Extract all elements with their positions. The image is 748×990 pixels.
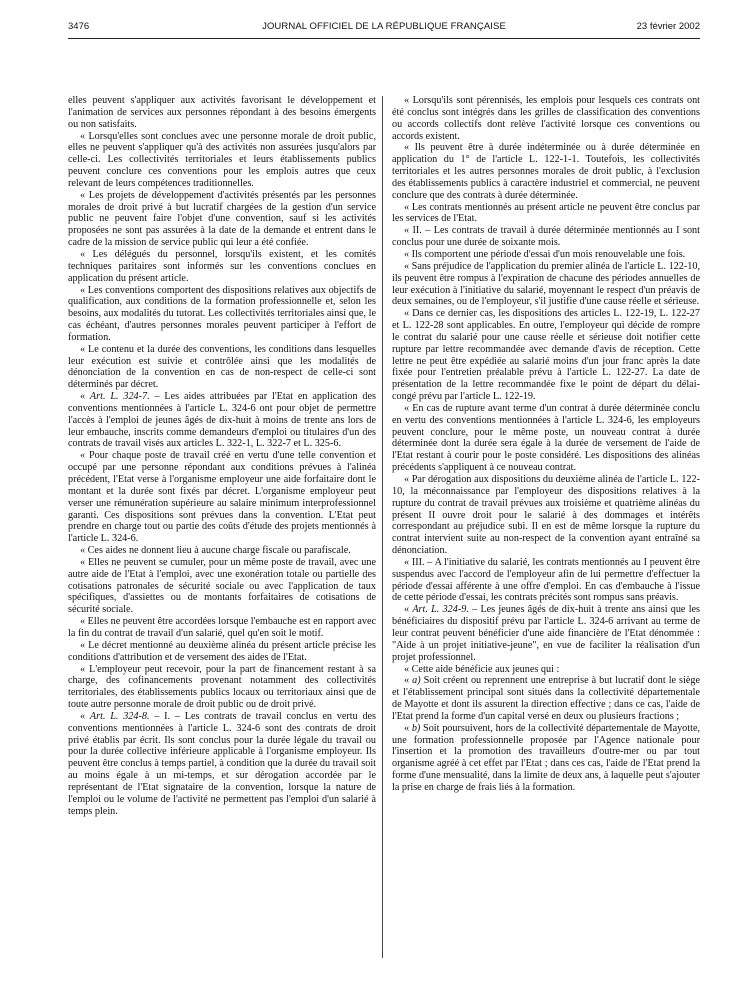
paragraph-text: « En cas de rupture avant terme d'un contrat à durée déterminée conclu en vertu des conventions mentionnées à l'article L. 324-6, les employeurs peuvent conclure, pour le même poste, un nouveau contrat à durée déterminée dont la durée sera égale à la durée de versement de l'aide de l'Etat restant à courir pour le poste considéré. Les dispositions des alinéas précédents s'appliquent à ce nouveau contrat. (392, 402, 700, 474)
paragraph: « Art. L. 324-9. – Les jeunes âgés de dix-huit à trente ans ainsi que les bénéficiaires du dispositif prévu par l'article L. 324-6 arrivant au terme de leur contrat peuvent bénéficier d'une aide financière de l'Etat dénommée : "Aide à un projet initiative-jeune", en vue de faciliter la réalisation d'un projet professionnel. (392, 604, 701, 663)
paragraph-text: Soit créent ou reprennent une entreprise à but lucratif dont le siège et l'établissement principal sont situés dans la collectivité départementale de Mayotte et dont ils assurent la direction effective ; dans ce cas, l'aide de l'Etat prend la forme d'un capital versé en deux ou plusieurs fractions ; (392, 675, 700, 722)
paragraph (392, 249, 700, 261)
paragraph-text: « Pour chaque poste de travail créé en vertu d'une telle convention et occupé par une personne répondant aux conditions prévues à l'alinéa précédent, l'Etat verse à l'organisme employeur une aide forfaitaire dont le montant et la durée sont fixés par décret. L'organisme employeur peut verser une rémunération supérieure au salaire minimum interprofessionnel garanti. Ces dispositions sont prévues dans la convention. L'Etat peut prendre en charge tout ou partie des coûts d'étude des projets mentionnés à l'article L. 324-6. (68, 450, 376, 545)
paragraph: « Art. L. 324-7. – Les aides attribuées par l'Etat en application des conventions mentionnées à l'article L. 324-6 ont pour objet de permettre l'accès à l'emploi de jeunes âgés de dix-huit à moins de trente ans lors de leur embauche, inscrits comme demandeurs d'emploi ou titulaires d'un des contrats de travail visés aux articles L. 322-1, L. 322-7 et L. 325-6. (68, 391, 376, 450)
paragraph-text: « III. – A l'initiative du salarié, les contrats mentionnés au I peuvent être suspendus avec l'accord de l'employeur afin de lui permettre d'effectuer la période d'essai afférente à une offre d'emploi. En cas d'embauche à l'issue de cette période d'essai, les contrats précités sont rompus sans préavis. (392, 556, 700, 604)
paragraph-text: « Lorsqu'elles sont conclues avec une personne morale de droit public, elles ne peuvent s'appliquer qu'à des activités non assurées jusqu'alors par celle-ci. Les collectivités territoriales et leurs établissements publics peuvent conclure ces conventions pour les emplois autres que ceux relevant de leurs compétences traditionnelles. (68, 130, 376, 189)
paragraph-text: « Le contenu et la durée des conventions, les conditions dans lesquelles leur exécution est suivie et contrôlée ainsi que les modalités de dénonciation de la convention en cas de non-respect de celle-ci sont déterminés par décret. (68, 343, 376, 391)
paragraph (392, 474, 700, 557)
paragraph-text: Soit poursuivent, hors de la collectivité départementale de Mayotte, une formation professionnelle proposée par l'Agence nationale pour l'insertion et la promotion des travailleurs d'outre-mer ou par tout organisme agréé à cet effet par l'Etat ; dans ces cas, l'aide de l'Etat prend la forme d'une mensualité, dans la limite de deux ans, à laquelle peut s'ajouter la prise en charge de frais liés à la formation. (392, 722, 701, 793)
paragraph-text: « L'employeur peut recevoir, pour la part de financement restant à sa charge, des cofinancements provenant notamment des collectivités territoriales, des établissements publics locaux ou territoriaux ainsi que de toute autre personne morale de droit public ou de droit privé. (68, 663, 376, 711)
paragraph (392, 308, 700, 403)
paragraph (392, 664, 700, 676)
article-reference: Art. L. 324-9. (412, 604, 469, 616)
paragraph (68, 664, 376, 711)
paragraph-text: – Les jeunes âgés de dix-huit à trente ans ainsi que les bénéficiaires du dispositif prévu par l'article L. 324-6 arrivant au terme de leur contrat peuvent bénéficier d'une aide financière de l'Etat dénommée : "Aide à un projet initiative-jeune", en vue de faciliter la réalisation d'un projet professionnel. (392, 604, 701, 663)
list-item-marker: b) (411, 722, 421, 734)
paragraph (392, 202, 700, 226)
paragraph (68, 249, 376, 285)
paragraph (68, 131, 376, 190)
right-column (392, 95, 700, 794)
paragraph (68, 190, 376, 249)
paragraph: « b) Soit poursuivent, hors de la collectivité départementale de Mayotte, une formation professionnelle proposée par l'Agence nationale pour l'insertion et la promotion des travailleurs d'outre-mer ou par tout organisme agréé à cet effet par l'Etat ; dans ces cas, l'aide de l'Etat prend la forme d'une mensualité, dans la limite de deux ans, à laquelle peut s'ajouter la prise en charge de frais liés à la formation. (392, 722, 701, 793)
paragraph-text: « Ils comportent une période d'essai d'un mois renouvelable une fois. (404, 248, 686, 260)
paragraph (68, 450, 376, 545)
left-column (68, 95, 376, 817)
paragraph (392, 225, 700, 249)
paragraph-text: – Les aides attribuées par l'Etat en application des conventions mentionnées à l'article L. 324-6 ont pour objet de permettre l'accès à l'emploi de jeunes âgés de dix-huit à moins de trente ans lors de leur embauche, inscrits comme demandeurs d'emploi ou titulaires d'un des contrats de travail visés aux articles L. 322-1, L. 322-7 et L. 325-6. (68, 391, 376, 450)
paragraph-text: – I. – Les contrats de travail conclus en vertu des conventions mentionnées à l'article L. 324-6 sont des contrats de droit privé établis par écrit. Ils sont conclus pour la durée légale du travail ou pour la durée collective inférieure applicable à l'organisme employeur. Ils peuvent être conclus à temps partiel, à condition que la durée du travail soit au moins égale à un mi-temps, et sur dérogation accordée par le représentant de l'Etat signataire de la convention, lorsque la nature de l'emploi ou le volume de l'activité ne permettent pas l'emploi d'un salarié à temps plein. (68, 710, 377, 817)
paragraph-text: « Les projets de développement d'activités présentés par les personnes morales de droit privé à but lucratif chargées de la gestion d'un service public ne peuvent faire l'objet d'une convention, sauf si les activités proposées ne sont pas assurées à la date de la demande et entrent dans le cadre de la mission de service public qui leur a été confiée. (68, 189, 376, 249)
paragraph-text: elles peuvent s'appliquer aux activités favorisant le développement et l'animation de services aux personnes répondant à des besoins émergents ou non satisfaits. (68, 95, 376, 130)
paragraph (392, 557, 700, 604)
publication-date: 23 février 2002 (636, 21, 700, 32)
paragraph-text: « Lorsqu'ils sont pérennisés, les emplois pour lesquels ces contrats ont été conclus sont intégrés dans les grilles de classification des conventions ou accords collectifs dont relève l'activité lorsque ces conventions ou accords existent. (392, 95, 700, 142)
column-divider (382, 96, 383, 958)
page-header (68, 20, 700, 34)
paragraph-text: « II. – Les contrats de travail à durée déterminée mentionnés au I sont conclus pour une durée de soixante mois. (392, 225, 700, 249)
paragraph-text: « Les contrats mentionnés au présent article ne peuvent être conclus par les services de l'Etat. (392, 201, 700, 225)
paragraph (68, 557, 376, 616)
paragraph (392, 261, 700, 308)
journal-title: JOURNAL OFFICIEL DE LA RÉPUBLIQUE FRANÇAISE (262, 21, 506, 32)
paragraph (392, 142, 700, 201)
paragraph (68, 95, 376, 131)
paragraph (68, 285, 376, 344)
paragraph-text: « Dans ce dernier cas, les dispositions des articles L. 122-19, L. 122-27 et L. 122-28 sont applicables. En outre, l'employeur qui décide de rompre le contrat du salarié pour une cause réelle et sérieuse doit notifier cette rupture par lettre recommandée avec demande d'avis de réception. Cette lettre ne peut être expédiée au salarié moins d'un jour franc après la date fixée pour l'entretien préalable prévu à l'article L. 122-27. La date de présentation de la lettre recommandée fixe le point de départ du délai-congé prévu par l'article L. 122-19. (392, 308, 700, 403)
paragraph: « a) Soit créent ou reprennent une entreprise à but lucratif dont le siège et l'établissement principal sont situés dans la collectivité départementale de Mayotte et dont ils assurent la direction effective ; dans ce cas, l'aide de l'Etat prend la forme d'un capital versé en deux ou plusieurs fractions ; (392, 675, 700, 722)
paragraph-text: « Cette aide bénéficie aux jeunes qui : (404, 663, 560, 675)
article-reference: Art. L. 324-8. (89, 710, 150, 722)
paragraph-text: « Par dérogation aux dispositions du deuxième alinéa de l'article L. 122-10, la méconnaissance par l'employeur des dispositions relatives à la rupture du contrat de travail prévues aux troisième et quatrième alinéas du présent II ouvre droit pour le salarié à des dommages et intérêts correspondant au préjudice subi. Il en est de même lorsque la rupture du contrat intervient suite au non-respect de la convention ayant entraîné sa dénonciation. (392, 474, 700, 557)
paragraph-text: « Ces aides ne donnent lieu à aucune charge fiscale ou parafiscale. (80, 545, 351, 557)
paragraph (68, 344, 376, 391)
paragraph: « Art. L. 324-8. – I. – Les contrats de travail conclus en vertu des conventions mentionnées à l'article L. 324-6 sont des contrats de droit privé établis par écrit. Ils sont conclus pour la durée légale du travail ou pour la durée collective inférieure applicable à l'organisme employeur. Ils peuvent être conclus à temps partiel, à condition que la durée du travail soit au moins égale à un mi-temps, et sur dérogation accordée par le représentant de l'Etat signataire de la convention, lorsque la nature de l'emploi ou le volume de l'activité ne permettent pas l'emploi d'un salarié à temps plein. (68, 710, 377, 817)
list-item-marker: a) (412, 675, 421, 687)
paragraph (392, 95, 700, 142)
paragraph-text: « Sans préjudice de l'application du premier alinéa de l'article L. 122-10, ils peuvent être rompus à l'expiration de chacune des périodes annuelles de leur exécution à l'initiative du salarié, moyennant le respect d'un préavis de deux semaines, ou de l'employeur, s'il justifie d'une cause réelle et sérieuse. (392, 260, 700, 308)
paragraph-text: « Elles ne peuvent être accordées lorsque l'embauche est en rapport avec la fin du contrat de travail d'un salarié, quel qu'en soit le motif. (68, 616, 376, 639)
paragraph (68, 616, 376, 640)
page-number: 3476 (68, 21, 90, 32)
paragraph (68, 640, 376, 664)
paragraph (68, 545, 376, 557)
paragraph-text: « Les conventions comportent des dispositions relatives aux objectifs de qualification, aux conditions de la formation professionnelle et, selon les besoins, aux modalités du tutorat. Les collectivités territoriales ainsi que, le cas échéant, d'autres personnes morales peuvent participer à l'effort de formation. (68, 284, 376, 343)
paragraph-text: « Le décret mentionné au deuxième alinéa du présent article précise les conditions d'attribution et de versement des aides de l'Etat. (68, 639, 376, 663)
paragraph-text: « Elles ne peuvent se cumuler, pour un même poste de travail, avec une autre aide de l'Etat à l'emploi, avec une exonération totale ou partielle des cotisations patronales de sécurité sociale ou avec l'application de taux spécifiques, d'assiettes ou de montants forfaitaires de cotisations de sécurité sociale. (68, 556, 376, 616)
header-rule (68, 38, 700, 39)
paragraph-text: « Ils peuvent être à durée indéterminée ou à durée déterminée en application du 1° de l'article L. 122-1-1. Toutefois, les collectivités territoriales et les autres personnes morales de droit public, à l'exclusion des établissements publics à caractère industriel et commercial, ne peuvent conclure que des contrats à durée déterminée. (392, 142, 700, 201)
article-reference: Art. L. 324-7. (89, 391, 150, 403)
paragraph (392, 403, 700, 474)
paragraph-text: « Les délégués du personnel, lorsqu'ils existent, et les comités techniques paritaires sont informés sur les conventions conclues en application du présent article. (68, 248, 376, 284)
